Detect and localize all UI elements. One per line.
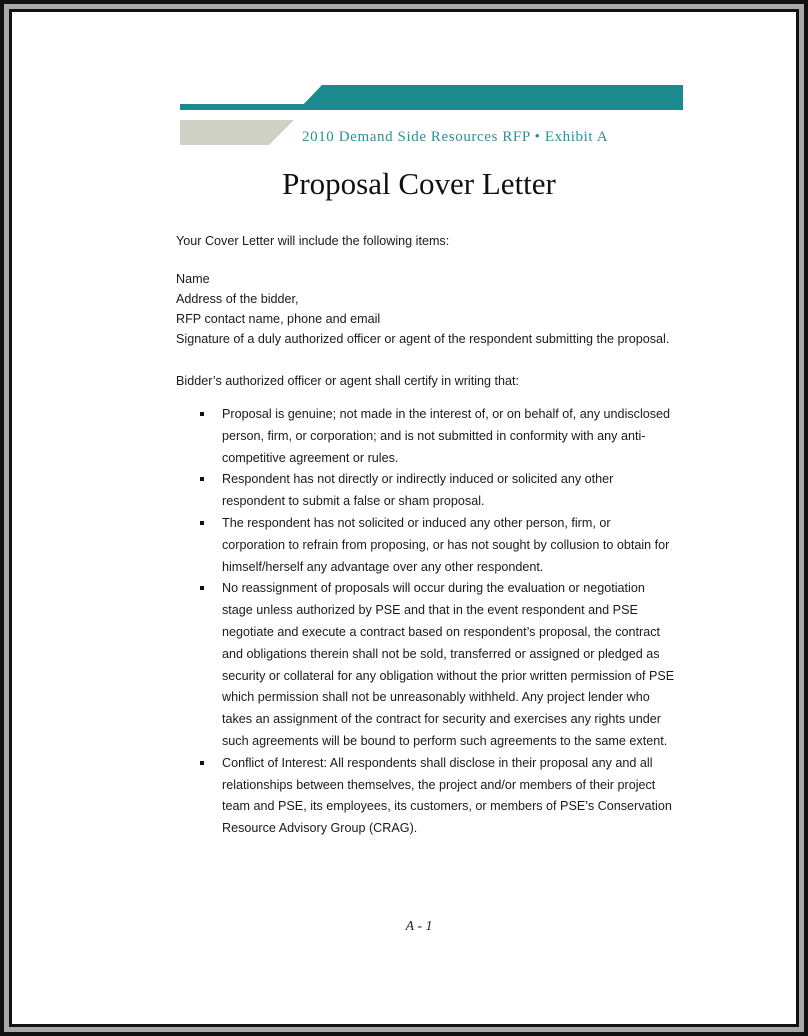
certify-paragraph: Bidder’s authorized officer or agent shall certify in writing that: bbox=[176, 374, 520, 388]
bullet-item bbox=[176, 578, 676, 752]
document-page bbox=[12, 12, 796, 1024]
items-list bbox=[176, 269, 696, 349]
bullet-item bbox=[176, 753, 676, 840]
frame-inner-border bbox=[9, 9, 799, 1027]
bullet-text: Conflict of Interest: All respondents shall disclose in their proposal any and all relationships between themselves, the project and/or members of their project team and PSE, its employees, its customers, or members of PSE’s Conservation Resource Advisory Group (CRAG). bbox=[222, 755, 672, 836]
header-teal-bar bbox=[298, 85, 683, 110]
header-subtitle: 2010 Demand Side Resources RFP • Exhibit A bbox=[302, 129, 609, 145]
header-teal-line bbox=[180, 104, 320, 110]
list-item: Name bbox=[176, 272, 210, 286]
bullet-item bbox=[176, 404, 676, 469]
bullet-text: Proposal is genuine; not made in the interest of, or on behalf of, any undisclosed person, firm, or corporation; and is not submitted in conformity with any anti-competitive agreement or rules. bbox=[222, 407, 671, 465]
square-bullet-icon bbox=[200, 761, 204, 765]
certification-bullets bbox=[176, 404, 676, 840]
page-title: Proposal Cover Letter bbox=[282, 166, 556, 201]
bullet-text: No reassignment of proposals will occur during the evaluation or negotiation stage unless authorized by PSE and that in the event respondent and PSE negotiate and execute a contract based on respondent’s proposal, the contract and obligations therein shall not be sold, transferred or assigned or pledged as security or collateral for any obligation without the prior written permission of PSE which permission shall not be unreasonably withheld. Any project lender who takes an assignment of the contract for security and exercises any rights under such agreements will be bound to perform such agreements to the same extent. bbox=[222, 581, 675, 748]
square-bullet-icon bbox=[200, 521, 204, 525]
bullet-item bbox=[176, 469, 676, 513]
intro-paragraph: Your Cover Letter will include the following items: bbox=[176, 234, 450, 248]
list-item: RFP contact name, phone and email bbox=[176, 312, 381, 326]
bullet-item bbox=[176, 513, 676, 578]
frame-border bbox=[4, 4, 804, 1032]
square-bullet-icon bbox=[200, 477, 204, 481]
header-graphic bbox=[12, 12, 796, 172]
list-item: Address of the bidder, bbox=[176, 292, 299, 306]
bullet-text: Respondent has not directly or indirectly induced or solicited any other respondent to submit a false or sham proposal. bbox=[222, 472, 614, 509]
bullet-text: The respondent has not solicited or induced any other person, firm, or corporation to refrain from proposing, or has not sought by collusion to obtain for himself/herself any advantage over any other respondent. bbox=[222, 515, 670, 574]
square-bullet-icon bbox=[200, 586, 204, 590]
list-item: Signature of a duly authorized officer or agent of the respondent submitting the proposal. bbox=[176, 332, 670, 346]
header-gray-block bbox=[180, 120, 294, 145]
square-bullet-icon bbox=[200, 412, 204, 416]
page-number: A - 1 bbox=[405, 919, 433, 934]
